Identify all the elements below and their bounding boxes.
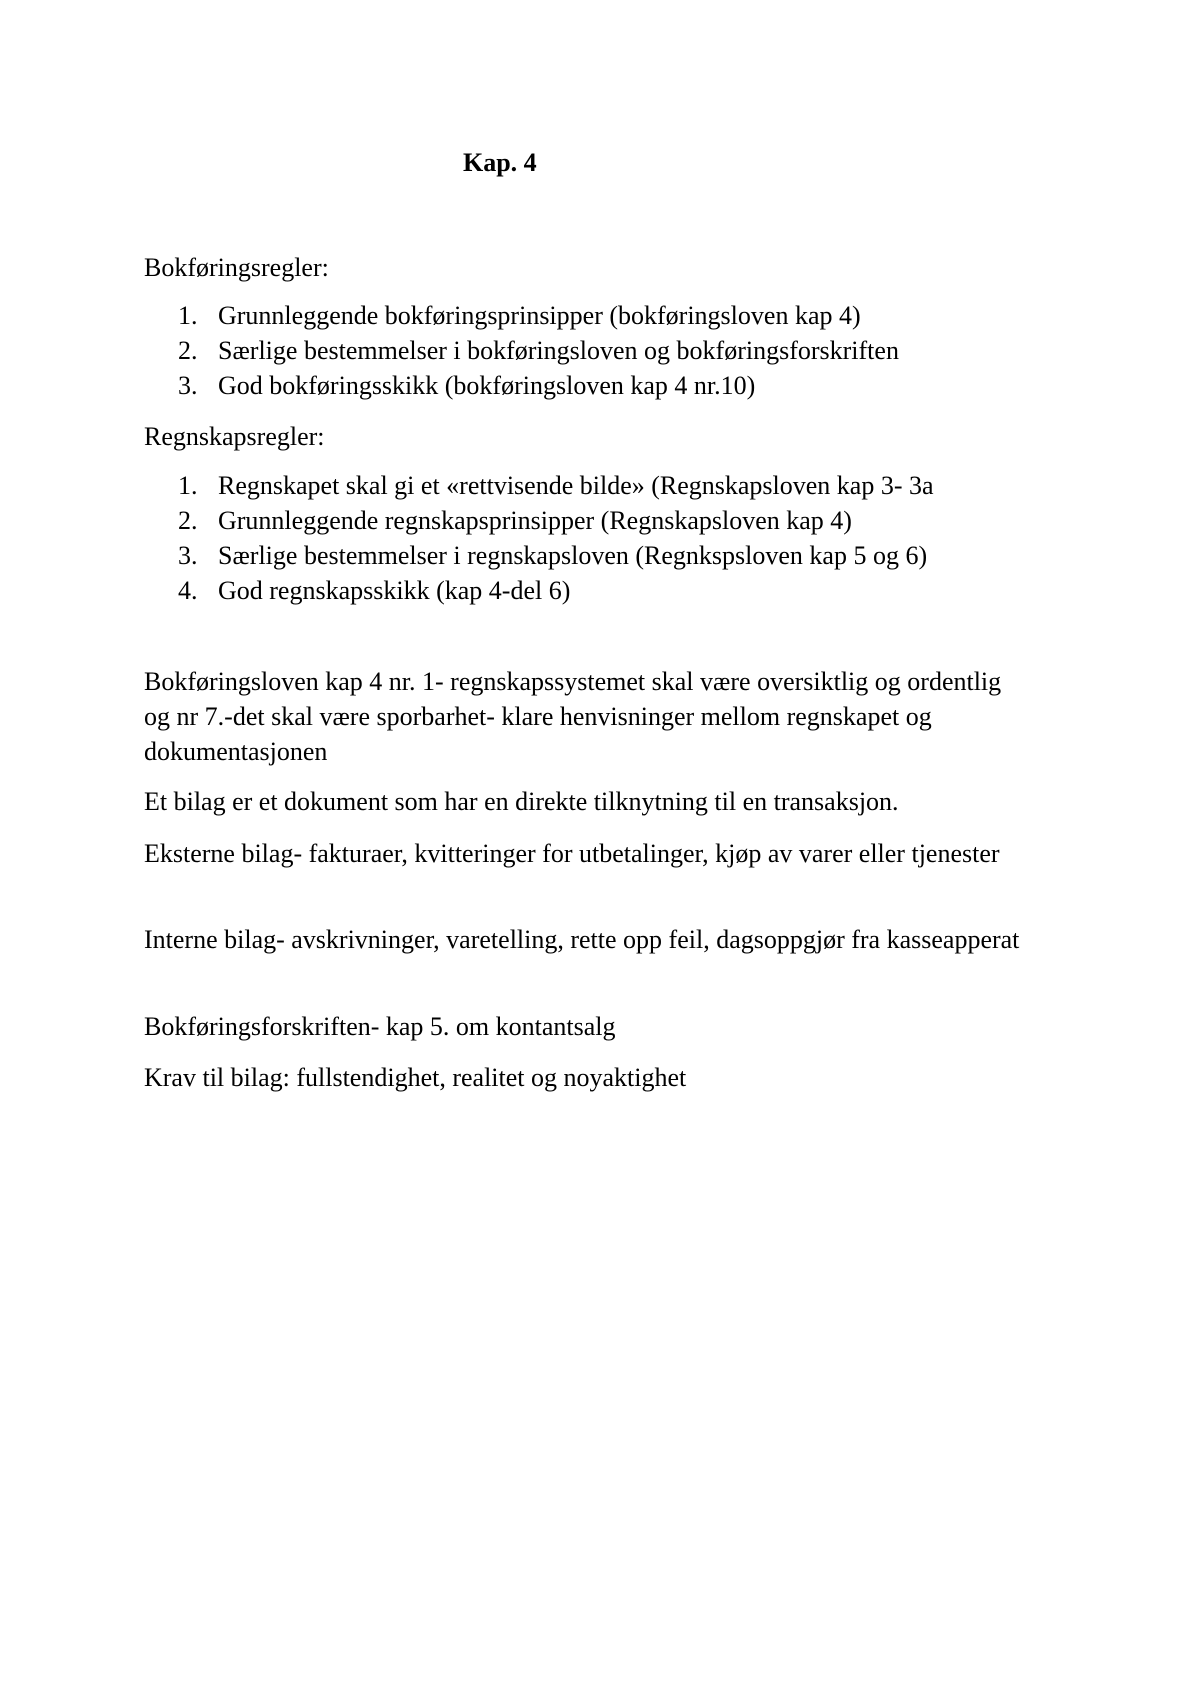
list-bokforingsregler xyxy=(144,298,899,403)
list-item xyxy=(144,503,934,538)
paragraph-bokforingsforskriften: Bokføringsforskriften- kap 5. om kontantsalg xyxy=(144,1012,616,1041)
list-item-text: God regnskapsskikk (kap 4-del 6) xyxy=(218,576,571,605)
list-item xyxy=(144,298,899,333)
section-heading-bokforingsregler: Bokføringsregler: xyxy=(144,253,329,282)
list-item-number: 2. xyxy=(178,336,198,365)
list-item-number: 3. xyxy=(178,541,198,570)
list-item xyxy=(144,538,934,573)
list-regnskapsregler xyxy=(144,468,934,608)
paragraph-interne-bilag: Interne bilag- avskrivninger, varetelling, rette opp feil, dagsoppgjør fra kasseapperat xyxy=(144,925,1020,954)
list-item-text: Regnskapet skal gi et «rettvisende bilde» (Regnskapsloven kap 3- 3a xyxy=(218,471,934,500)
list-item xyxy=(144,333,899,368)
paragraph-krav-til-bilag: Krav til bilag: fullstendighet, realitet og noyaktighet xyxy=(144,1063,687,1092)
list-item-number: 3. xyxy=(178,371,198,400)
list-item-number: 2. xyxy=(178,506,198,535)
section-heading-regnskapsregler: Regnskapsregler: xyxy=(144,422,325,451)
list-item-text: God bokføringsskikk (bokføringsloven kap 4 nr.10) xyxy=(218,371,756,400)
list-item xyxy=(144,368,899,403)
list-item xyxy=(144,468,934,503)
paragraph-bilag-definition: Et bilag er et dokument som har en direkte tilknytning til en transaksjon. xyxy=(144,787,899,816)
paragraph-bokforingsloven: Bokføringsloven kap 4 nr. 1- regnskapssystemet skal være oversiktlig og ordentlig og nr 7.-det skal være sporbarhet- klare henvisninger mellom regnskapet og dokumentasjonen xyxy=(144,667,1002,766)
page-title: Kap. 4 xyxy=(463,148,537,177)
list-item-number: 1. xyxy=(178,301,198,330)
list-item xyxy=(144,573,934,608)
paragraph-eksterne-bilag: Eksterne bilag- fakturaer, kvitteringer for utbetalinger, kjøp av varer eller tjenester xyxy=(144,839,1000,868)
list-item-text: Særlige bestemmelser i bokføringsloven og bokføringsforskriften xyxy=(218,336,899,365)
list-item-number: 1. xyxy=(178,471,198,500)
list-item-number: 4. xyxy=(178,576,198,605)
list-item-text: Grunnleggende bokføringsprinsipper (bokføringsloven kap 4) xyxy=(218,301,861,330)
list-item-text: Særlige bestemmelser i regnskapsloven (Regnkspsloven kap 5 og 6) xyxy=(218,541,928,570)
list-item-text: Grunnleggende regnskapsprinsipper (Regnskapsloven kap 4) xyxy=(218,506,852,535)
